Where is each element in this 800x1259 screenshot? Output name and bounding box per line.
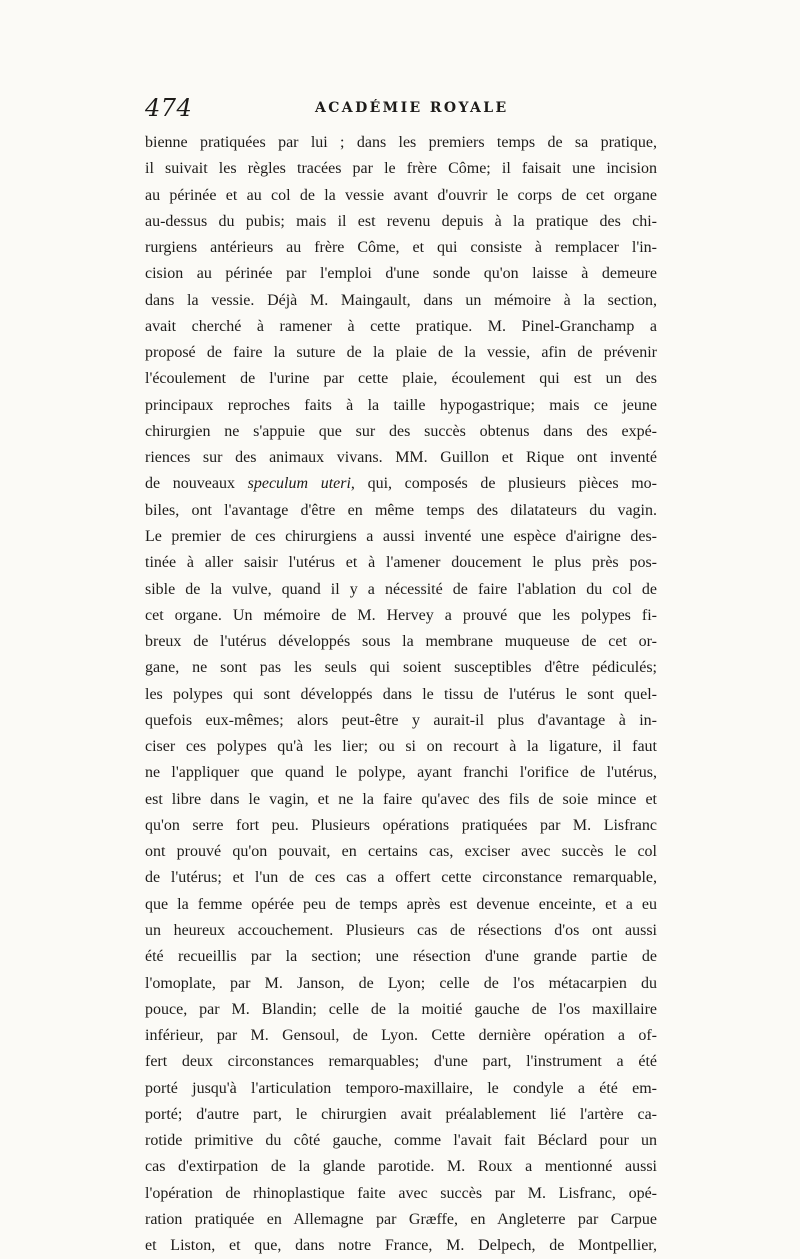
text-line: gane, ne sont pas les seuls qui soient susceptibles d'être pédiculés;: [145, 659, 657, 677]
text-line: ne l'appliquer que quand le polype, ayant franchi l'orifice de l'utérus,: [145, 764, 657, 782]
text-line: il suivait les règles tracées par le frère Côme; il faisait une incision: [145, 160, 657, 178]
italic-term: speculum uteri: [247, 475, 351, 493]
text-line: fert deux circonstances remarquables; d'une part, l'instrument a été: [145, 1053, 657, 1071]
text-line: les polypes qui sont développés dans le tissu de l'utérus le sont quel-: [145, 685, 657, 703]
text-line: inférieur, par M. Gensoul, de Lyon. Cette dernière opération a of-: [145, 1027, 657, 1045]
text-line: au périnée et au col de la vessie avant d'ouvrir le corps de cet organe: [145, 186, 657, 204]
text-line: rurgiens antérieurs au frère Côme, et qui consiste à remplacer l'in-: [145, 239, 657, 257]
text-line: que la femme opérée peu de temps après est devenue enceinte, et a eu: [145, 895, 657, 913]
text-line: tinée à aller saisir l'utérus et à l'amener doucement le plus près pos-: [145, 554, 657, 572]
text-line: principaux reproches faits à la taille hypogastrique; mais ce jeune: [145, 396, 657, 414]
page-header: [145, 94, 657, 122]
text-line: ciser ces polypes qu'à les lier; ou si on recourt à la ligature, il faut: [145, 738, 657, 756]
text-line: au-dessus du pubis; mais il est revenu depuis à la pratique des chi-: [145, 212, 657, 230]
text-line: quefois eux-mêmes; alors peut-être y aurait-il plus d'avantage à in-: [145, 711, 657, 729]
text-line: sible de la vulve, quand il y a nécessité de faire l'ablation du col de: [145, 580, 657, 598]
page-number: 474: [145, 94, 193, 122]
text-line: Le premier de ces chirurgiens a aussi inventé une espèce d'airigne des-: [145, 527, 657, 545]
text-line: breux de l'utérus développés sous la membrane muqueuse de cet or-: [145, 633, 657, 651]
text-line: qu'on serre fort peu. Plusieurs opérations pratiquées par M. Lisfranc: [145, 816, 657, 834]
text-line: cas d'extirpation de la glande parotide. M. Roux a mentionné aussi: [145, 1158, 657, 1176]
text-line: l'opération de rhinoplastique faite avec succès par M. Lisfranc, opé-: [145, 1184, 657, 1202]
text-line: est libre dans le vagin, et ne la faire qu'avec des fils de soie mince et: [145, 790, 657, 808]
body-text: [145, 130, 657, 1259]
text-line: porté jusqu'à l'articulation temporo-maxillaire, le condyle a été em-: [145, 1079, 657, 1097]
text-line-with-italic: de nouveaux speculum uteri, qui, composés de plusieurs pièces mo-: [145, 475, 658, 493]
text-line: de l'utérus; et l'un de ces cas a offert cette circonstance remarquable,: [145, 869, 657, 887]
text-line: cision au périnée par l'emploi d'une sonde qu'on laisse à demeure: [145, 265, 657, 283]
text-line: avait cherché à ramener à cette pratique. M. Pinel-Granchamp a: [145, 317, 657, 335]
text-line: été recueillis par la section; une résection d'une grande partie de: [145, 948, 657, 966]
text-line: chirurgien ne s'appuie que sur des succès obtenus dans des expé-: [145, 422, 657, 440]
text-line: rotide primitive du côté gauche, comme l'avait fait Béclard pour un: [145, 1132, 657, 1150]
text-line: cet organe. Un mémoire de M. Hervey a prouvé que les polypes fi-: [145, 606, 657, 624]
running-head: ACADÉMIE ROYALE: [315, 100, 509, 116]
text-line: ont prouvé qu'on pouvait, en certains cas, exciser avec succès le col: [145, 843, 657, 861]
text-line: l'omoplate, par M. Janson, de Lyon; celle de l'os métacarpien du: [145, 974, 657, 992]
text-line: dans la vessie. Déjà M. Maingault, dans un mémoire à la section,: [145, 291, 657, 309]
text-line: et Liston, et que, dans notre France, M. Delpech, de Montpellier,: [145, 1237, 657, 1255]
text-line: bienne pratiquées par lui ; dans les premiers temps de sa pratique,: [145, 134, 657, 151]
text-line: porté; d'autre part, le chirurgien avait préalablement lié l'artère ca-: [145, 1105, 657, 1123]
text-line: biles, ont l'avantage d'être en même temps des dilatateurs du vagin.: [145, 501, 657, 519]
text-line: un heureux accouchement. Plusieurs cas de résections d'os ont aussi: [145, 921, 657, 939]
text-line: ration pratiquée en Allemagne par Græffe, en Angleterre par Carpue: [145, 1210, 657, 1228]
text-line: pouce, par M. Blandin; celle de la moitié gauche de l'os maxillaire: [145, 1000, 657, 1018]
text-line: proposé de faire la suture de la plaie de la vessie, afin de prévenir: [145, 344, 657, 362]
text-line: riences sur des animaux vivans. MM. Guillon et Rique ont inventé: [145, 449, 657, 467]
text-line: l'écoulement de l'urine par cette plaie, écoulement qui est un des: [145, 370, 657, 388]
